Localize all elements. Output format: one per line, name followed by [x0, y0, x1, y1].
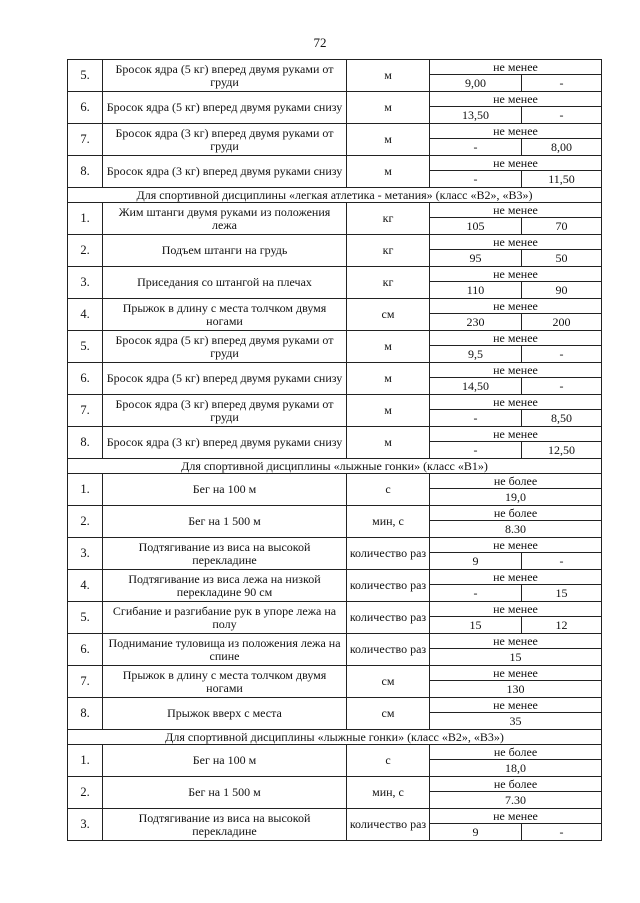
unit-of-measure: м — [347, 395, 430, 427]
value-female: 11,50 — [548, 172, 575, 186]
condition-label: не менее — [430, 92, 601, 107]
standard-values — [430, 602, 602, 634]
row-number: 5. — [68, 60, 103, 92]
standard-values — [430, 698, 602, 730]
section-header-row — [68, 188, 602, 203]
row-number: 2. — [68, 235, 103, 267]
row-number: 7. — [68, 666, 103, 698]
value-common: 7.30 — [505, 793, 526, 807]
row-number: 4. — [68, 299, 103, 331]
value-male: 230 — [430, 314, 522, 330]
standard-values — [430, 60, 602, 92]
value-male: 9,5 — [430, 346, 522, 362]
table-row — [68, 267, 602, 299]
condition-label: не менее — [430, 666, 601, 681]
unit-of-measure: кг — [347, 267, 430, 299]
unit-of-measure: мин, с — [347, 506, 430, 538]
unit-of-measure: количество раз — [347, 570, 430, 602]
row-number: 3. — [68, 267, 103, 299]
value-male: 9,00 — [430, 75, 522, 91]
unit-of-measure: количество раз — [347, 602, 430, 634]
table-row — [68, 474, 602, 506]
unit-of-measure: количество раз — [347, 809, 430, 841]
exercise-name: Подтягивание из виса на высокой перекладине — [103, 538, 347, 570]
value-common: 8.30 — [505, 522, 526, 536]
standard-values — [430, 235, 602, 267]
value-male: 95 — [430, 250, 522, 266]
section-header: Для спортивной дисциплины «легкая атлетика - метания» (класс «В2», «В3») — [68, 188, 602, 203]
row-number: 6. — [68, 634, 103, 666]
exercise-name: Бросок ядра (5 кг) вперед двумя руками от груди — [103, 60, 347, 92]
section-header: Для спортивной дисциплины «лыжные гонки» (класс «В1») — [68, 459, 602, 474]
section-header-row — [68, 459, 602, 474]
value-male: 9 — [430, 824, 522, 840]
row-number: 8. — [68, 427, 103, 459]
unit-of-measure: м — [347, 363, 430, 395]
exercise-name: Бег на 100 м — [103, 745, 347, 777]
table-row — [68, 331, 602, 363]
standard-values — [430, 809, 602, 841]
unit-of-measure: м — [347, 331, 430, 363]
row-number: 1. — [68, 203, 103, 235]
exercise-name: Прыжок вверх с места — [103, 698, 347, 730]
value-male: 110 — [430, 282, 522, 298]
table-row — [68, 92, 602, 124]
table-row — [68, 427, 602, 459]
standard-values — [430, 777, 602, 809]
table-row — [68, 777, 602, 809]
value-male: - — [430, 171, 522, 187]
value-female: 12 — [555, 618, 568, 632]
table-row — [68, 634, 602, 666]
standard-values — [430, 267, 602, 299]
unit-of-measure: м — [347, 92, 430, 124]
exercise-name: Бросок ядра (5 кг) вперед двумя руками снизу — [103, 92, 347, 124]
condition-label: не менее — [430, 570, 601, 585]
value-male: - — [430, 410, 522, 426]
standard-values — [430, 538, 602, 570]
row-number: 1. — [68, 745, 103, 777]
condition-label: не более — [430, 506, 601, 521]
exercise-name: Подъем штанги на грудь — [103, 235, 347, 267]
standard-values — [430, 666, 602, 698]
standard-values — [430, 156, 602, 188]
value-female: 200 — [552, 315, 571, 329]
condition-label: не менее — [430, 809, 601, 824]
condition-label: не менее — [430, 602, 601, 617]
table-row — [68, 363, 602, 395]
table-row — [68, 203, 602, 235]
exercise-name: Бег на 1 500 м — [103, 506, 347, 538]
exercise-name: Бросок ядра (5 кг) вперед двумя руками снизу — [103, 363, 347, 395]
condition-label: не менее — [430, 203, 601, 218]
value-common: 19,0 — [505, 490, 526, 504]
exercise-name: Прыжок в длину с места толчком двумя ногами — [103, 666, 347, 698]
value-male: - — [430, 139, 522, 155]
standard-values — [430, 363, 602, 395]
standard-values — [430, 331, 602, 363]
table-row — [68, 299, 602, 331]
exercise-name: Бросок ядра (3 кг) вперед двумя руками от груди — [103, 124, 347, 156]
value-female: 70 — [555, 219, 568, 233]
row-number: 3. — [68, 809, 103, 841]
condition-label: не менее — [430, 267, 601, 282]
row-number: 7. — [68, 395, 103, 427]
row-number: 2. — [68, 506, 103, 538]
value-female: 8,50 — [551, 411, 572, 425]
value-male: 14,50 — [430, 378, 522, 394]
standards-table — [67, 59, 602, 841]
standard-values — [430, 474, 602, 506]
row-number: 2. — [68, 777, 103, 809]
row-number: 8. — [68, 156, 103, 188]
value-female: 12,50 — [548, 443, 575, 457]
value-female: 8,00 — [551, 140, 572, 154]
value-female: - — [559, 554, 564, 568]
unit-of-measure: с — [347, 745, 430, 777]
value-female: - — [559, 347, 564, 361]
value-male: - — [430, 442, 522, 458]
condition-label: не менее — [430, 634, 601, 649]
row-number: 4. — [68, 570, 103, 602]
exercise-name: Бросок ядра (3 кг) вперед двумя руками снизу — [103, 156, 347, 188]
standard-values — [430, 745, 602, 777]
condition-label: не более — [430, 745, 601, 760]
value-female: 50 — [555, 251, 568, 265]
section-header: Для спортивной дисциплины «лыжные гонки» (класс «В2», «В3») — [68, 730, 602, 745]
unit-of-measure: количество раз — [347, 634, 430, 666]
value-female: - — [559, 76, 564, 90]
row-number: 1. — [68, 474, 103, 506]
value-common: 130 — [506, 682, 525, 696]
value-female: 15 — [555, 586, 568, 600]
standard-values — [430, 92, 602, 124]
table-row — [68, 745, 602, 777]
table-row — [68, 60, 602, 92]
unit-of-measure: м — [347, 156, 430, 188]
condition-label: не менее — [430, 538, 601, 553]
condition-label: не менее — [430, 235, 601, 250]
unit-of-measure: мин, с — [347, 777, 430, 809]
row-number: 3. — [68, 538, 103, 570]
value-male: 15 — [430, 617, 522, 633]
standard-values — [430, 570, 602, 602]
exercise-name: Бросок ядра (3 кг) вперед двумя руками от груди — [103, 395, 347, 427]
table-row — [68, 602, 602, 634]
standard-values — [430, 634, 602, 666]
table-row — [68, 809, 602, 841]
exercise-name: Бросок ядра (5 кг) вперед двумя руками от груди — [103, 331, 347, 363]
condition-label: не менее — [430, 299, 601, 314]
value-male: 105 — [430, 218, 522, 234]
row-number: 8. — [68, 698, 103, 730]
table-row — [68, 156, 602, 188]
condition-label: не менее — [430, 124, 601, 139]
unit-of-measure: кг — [347, 203, 430, 235]
row-number: 6. — [68, 92, 103, 124]
unit-of-measure: количество раз — [347, 538, 430, 570]
row-number: 5. — [68, 602, 103, 634]
table-row — [68, 395, 602, 427]
exercise-name: Бег на 1 500 м — [103, 777, 347, 809]
value-female: - — [559, 108, 564, 122]
condition-label: не менее — [430, 60, 601, 75]
exercise-name: Жим штанги двумя руками из положения лежа — [103, 203, 347, 235]
standard-values — [430, 506, 602, 538]
standard-values — [430, 395, 602, 427]
exercise-name: Прыжок в длину с места толчком двумя ногами — [103, 299, 347, 331]
standard-values — [430, 124, 602, 156]
unit-of-measure: кг — [347, 235, 430, 267]
table-row — [68, 570, 602, 602]
condition-label: не менее — [430, 698, 601, 713]
value-common: 35 — [509, 714, 522, 728]
table-row — [68, 698, 602, 730]
table-row — [68, 124, 602, 156]
condition-label: не менее — [430, 331, 601, 346]
value-male: - — [430, 585, 522, 601]
value-female: - — [559, 825, 564, 839]
unit-of-measure: м — [347, 124, 430, 156]
value-female: - — [559, 379, 564, 393]
row-number: 5. — [68, 331, 103, 363]
standard-values — [430, 203, 602, 235]
exercise-name: Бросок ядра (3 кг) вперед двумя руками снизу — [103, 427, 347, 459]
value-male: 13,50 — [430, 107, 522, 123]
unit-of-measure: м — [347, 427, 430, 459]
value-female: 90 — [555, 283, 568, 297]
unit-of-measure: см — [347, 666, 430, 698]
value-male: 9 — [430, 553, 522, 569]
condition-label: не менее — [430, 363, 601, 378]
table-row — [68, 506, 602, 538]
row-number: 6. — [68, 363, 103, 395]
exercise-name: Подтягивание из виса лежа на низкой перекладине 90 см — [103, 570, 347, 602]
condition-label: не менее — [430, 395, 601, 410]
unit-of-measure: с — [347, 474, 430, 506]
exercise-name: Сгибание и разгибание рук в упоре лежа на полу — [103, 602, 347, 634]
section-header-row — [68, 730, 602, 745]
standard-values — [430, 299, 602, 331]
table-row — [68, 235, 602, 267]
exercise-name: Поднимание туловища из положения лежа на спине — [103, 634, 347, 666]
page-number: 72 — [313, 35, 327, 50]
condition-label: не более — [430, 474, 601, 489]
table-row — [68, 666, 602, 698]
condition-label: не менее — [430, 156, 601, 171]
unit-of-measure: см — [347, 299, 430, 331]
value-common: 18,0 — [505, 761, 526, 775]
standard-values — [430, 427, 602, 459]
table-row — [68, 538, 602, 570]
condition-label: не более — [430, 777, 601, 792]
exercise-name: Приседания со штангой на плечах — [103, 267, 347, 299]
row-number: 7. — [68, 124, 103, 156]
exercise-name: Подтягивание из виса на высокой перекладине — [103, 809, 347, 841]
unit-of-measure: см — [347, 698, 430, 730]
value-common: 15 — [509, 650, 522, 664]
condition-label: не менее — [430, 427, 601, 442]
exercise-name: Бег на 100 м — [103, 474, 347, 506]
unit-of-measure: м — [347, 60, 430, 92]
